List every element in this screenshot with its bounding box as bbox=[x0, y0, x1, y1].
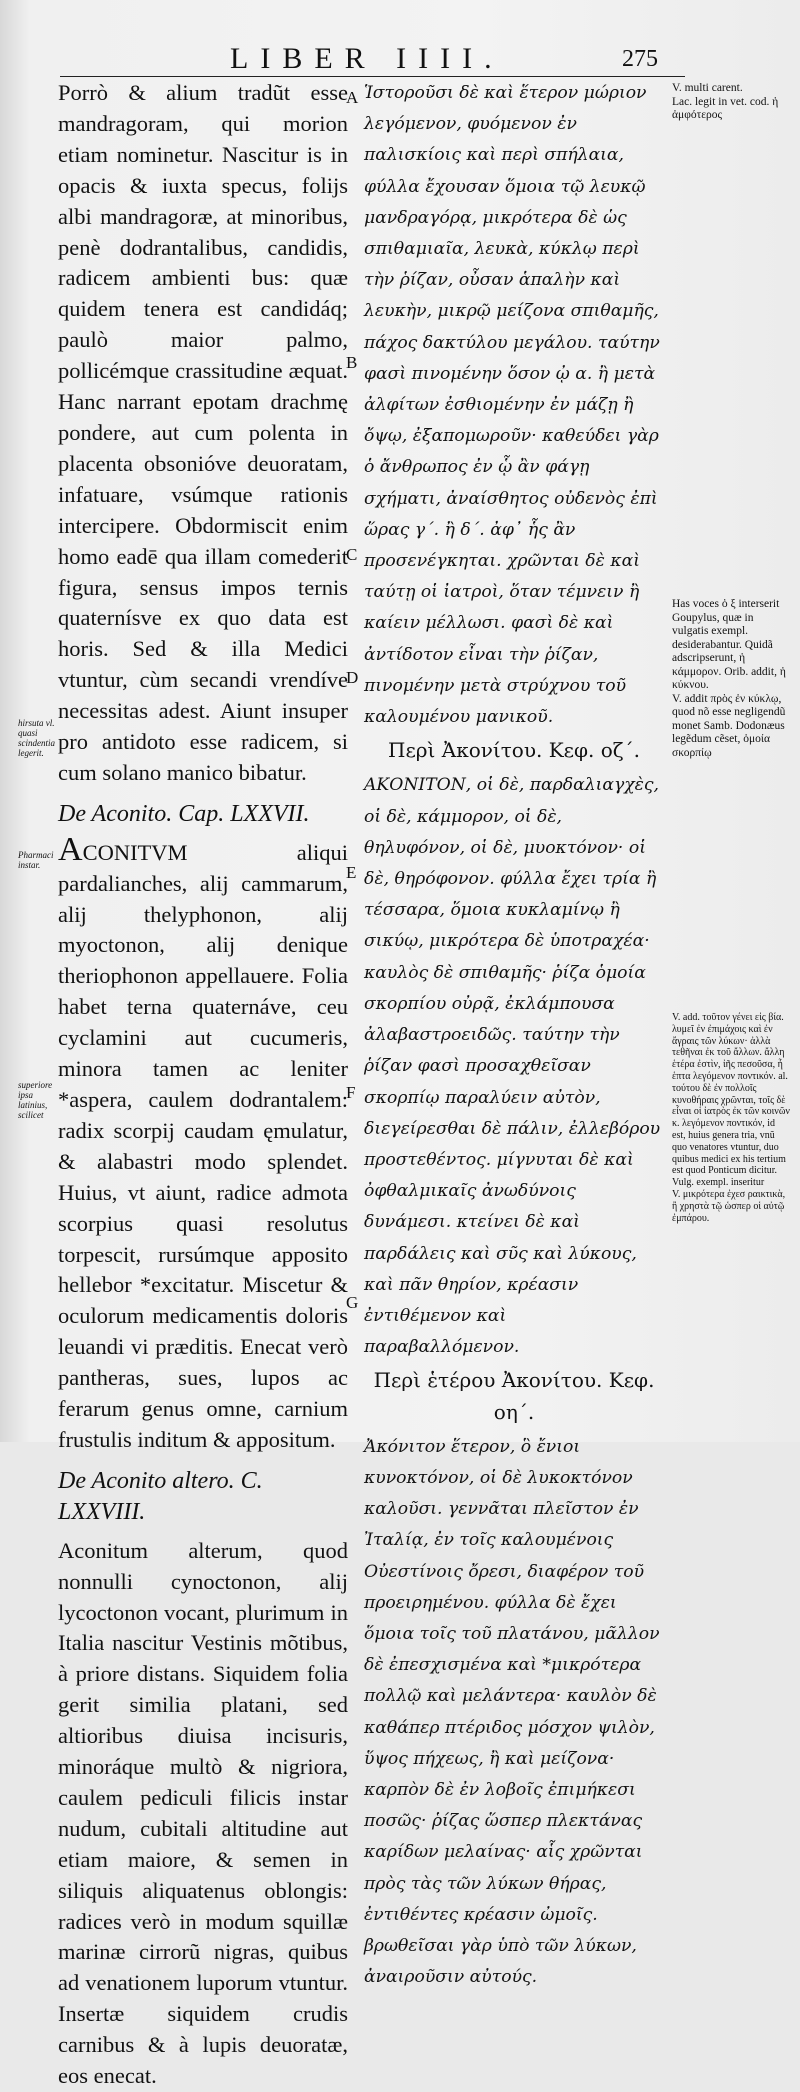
section-letter-d: D bbox=[346, 668, 359, 687]
latin-paragraph-aconite-alterum: Aconitum alterum, quod nonnulli cynoctonon, alij lycoctonon vocant, plurimum in Italia nascitur Vestinis mõtibus, à priore distans. Siquidem folia gerit similia platani, sed altioribus diuisa incisuris, minoráque multò & nigriora, caulem pediculi filicis instar nudum, cubitali altitudine aut etiam maiore, & semen in siliquis aliquatenus oblongis: radices verò in modum squillæ marinæ cirrorũ nigras, quibus ad venationem luporum vtuntur. Insertæ siquidem crudis carnibus & à lupis deuoratæ, eos enecat. bbox=[58, 1537, 348, 2089]
latin-heading-aconite-alterum: De Aconito altero. C. LXXVIII. bbox=[58, 1467, 263, 1525]
page-header bbox=[230, 38, 680, 78]
left-margin-note: hirsuta vl. quasi scindentia legerit. bbox=[18, 718, 55, 758]
running-head: LIBER IIII. bbox=[230, 42, 504, 75]
latin-paragraph-aconite bbox=[58, 830, 348, 1456]
greek-heading-aconite-other: Περὶ ἑτέρου Ἀκονίτου. Κεφ. οη΄. bbox=[373, 1368, 655, 1424]
left-margin-note: Pharmaci instar. bbox=[18, 850, 54, 870]
drop-cap: A bbox=[58, 830, 83, 868]
section-letter-e: E bbox=[346, 863, 357, 882]
greek-paragraph-aconite-other: Ἀκόνιτον ἕτερον, ὃ ἔνιοι κυνοκτόνον, οἱ δὲ λυκοκτόνον καλοῦσι. γεννᾶται πλεῖστον ἐν Ἰταλίᾳ, ἐν τοῖς καλουμένοις Οὐεστίνοις ὄρεσι, διαφέρον τοῦ προειρημένου. φύλλα δὲ ἔχει ὅμοια τοῖς τοῦ πλατάνου, μᾶλλον δὲ ἐπεσχισμένα καὶ *μικρότερα πολλῷ καὶ μελάντερα· καυλὸν δὲ καθάπερ πτέριδος μόσχον ψιλὸν, ὕψος πήχεως, ἢ καὶ μείζονα· καρπὸν δὲ ἐν λοβοῖς ἐπιμήκεσι ποσῶς· ῥίζας ὥσπερ πλεκτάνας καρίδων μελαίνας· αἷς χρῶνται πρὸς τὰς τῶν λύκων θήρας, ἐντιθέντες κρέασιν ὠμοῖς. βρωθεῖσαι γὰρ ὑπὸ τῶν λύκων, ἀναιροῦσιν αὐτούς. bbox=[364, 1436, 660, 1988]
right-margin-note: V. addit πρὸς ἐν κύκλῳ, quod nõ esse negligendũ monet Samb. Dodonæus legẽdum cẽset, ὁμοία σκορπίῳ bbox=[672, 692, 786, 759]
right-margin-notes-top bbox=[672, 82, 790, 123]
right-margin-note: Has voces ὁ ξ interserit Goupylus, quæ in vulgatis exempl. desiderabantur. Quidã adscripserunt, ἡ κάμμορον. Orib. addit, ἡ κύκνου. bbox=[672, 598, 786, 691]
right-margin-notes-middle bbox=[672, 598, 790, 760]
section-letter-g: G bbox=[346, 1293, 359, 1312]
greek-paragraph-aconite: ΑΚΟΝΙΤΟΝ, οἱ δὲ, παρδαλιαγχὲς, οἱ δὲ, κάμμορον, οἱ δὲ, θηλυφόνον, οἱ δὲ, μυοκτόνον· οἱ δὲ, θηρόφονον. φύλλα ἔχει τρία ἢ τέσσαρα, ὅμοια κυκλαμίνῳ ἢ σικύῳ, μικρότερα δὲ ὑποτραχέα· καυλὸς δὲ σπιθαμῆς· ῥίζα ὁμοία σκορπίου οὐρᾷ, ἐκλάμπουσα ἀλαβαστροειδῶς. ταύτην τὴν ῥίζαν φασὶ προσαχθεῖσαν σκορπίῳ παραλύειν αὐτὸν, διεγείρεσθαι δὲ πάλιν, ἐλλεβόρου προστεθέντος. μίγνυται δὲ καὶ ὀφθαλμικαῖς ἀνωδύνοις δυνάμεσι. κτείνει δὲ καὶ παρδάλεις καὶ σῦς καὶ λύκους, καὶ πᾶν θηρίον, κρέασιν ἐντιθέμενον καὶ παραβαλλόμενον. bbox=[364, 775, 661, 1358]
section-letter-a: A bbox=[346, 88, 359, 107]
right-margin-note: V. μικρότερα ἐχεσ ραικτικὰ, ἢ χρηστὰ τῷ ὡσπερ οἱ αὐτῷ ἐμπάρου. bbox=[672, 1188, 786, 1224]
right-margin-note: V. multi carent. bbox=[672, 82, 743, 94]
section-letter-c: C bbox=[346, 545, 358, 564]
left-margin-note: superiore ipsa latinius, scilicet bbox=[18, 1080, 53, 1120]
latin-paragraph-aconite-text: CONITVM aliqui pardalianches, alij cammarum, alij thelyphonon, alij myoctonon, alij denique theriophonon appellauere. Folia habet terna quaternáve, ceu cyclamini aut cucumeris, minora tamen ac leniter *aspera, caulem dodrantalem: radix scorpij caudam ęmulatur, & alabastri modo splendet. Huius, vt aiunt, radice admota scorpius quasi resolutus torpescit, rursúmque apposito hellebor *excitatur. Miscetur & oculorum medicamentis doloris leuandi vi præditis. Enecat verò pantheras, sues, lupos ac ferarum genus omne, carnium frustulis inditum & appositum. bbox=[58, 839, 348, 1452]
right-margin-notes-bottom bbox=[672, 1012, 790, 1224]
right-margin-note: Lac. legit in vet. cod. ἡ ἀμφότερος bbox=[672, 95, 779, 121]
latin-heading-aconite: De Aconito. Cap. LXXVII. bbox=[58, 800, 310, 827]
section-letter-f: F bbox=[346, 1083, 356, 1102]
right-margin-note: Vulg. exempl. inseritur bbox=[672, 1177, 765, 1189]
greek-column bbox=[364, 78, 664, 1993]
page-number: 275 bbox=[622, 46, 658, 72]
greek-heading-aconite: Περὶ Ἀκονίτου. Κεφ. οζ΄. bbox=[388, 738, 640, 763]
latin-paragraph-mandragora: Porrò & alium tradũt esse mandragoram, qui morion etiam nominetur. Nascitur is in opacis & iuxta specus, folijs albi mandragoræ, at minoribus, penè dodrantalibus, candidis, radicem ambienti bus: quæ quidem tenera est candidáq; paulò maior palmo, pollicémque crassitudine æquat. Hanc narrant epotam drachmę pondere, aut cum polenta in placenta obsonióve deuoratam, infatuare, vsúmque rationis intercipere. Obdormiscit enim homo eadē qua illam comederit figura, sensus impos ternis quaternísve ex quo data est horis. Sed & illa Medici vtuntur, cùm secandi vrendíve necessitas adest. Aiunt insuper pro antidoto esse radicem, si cum solano manico bibatur. bbox=[58, 80, 348, 785]
right-margin-note: V. add. τοῦτον γένει εἰς βία. λυμεῖ ἐν ἐπιμάχοις καὶ ἐν ἄγραις τῶν λύκων· ἀλλὰ τεθῆναι ἐκ τοῦ ἄλλων. ἄλλη ἑτέρα ἐστὶν, ἰῆς πεσοῦσα, ἦ ἑπτα λεγόμενον ποντικόν. al. τούτου δὲ ἐν πολλοῖς κυνοθήραις χρῶνται, τοῖς δὲ εἶναι οἱ ἰατρὸς ἐκ τῶν κοινῶν κ. λεγόμενον ποντικόν, id est, huius genera tria, vnũ quo venatores vtuntur, duo quibus medici ex his tertium est quod Ponticum dicitur. bbox=[672, 1012, 790, 1177]
latin-column bbox=[58, 78, 348, 2092]
section-letter-b: B bbox=[346, 353, 358, 372]
greek-paragraph-morion: Ἱστοροῦσι δὲ καὶ ἕτερον μώριον λεγόμενον, φυόμενον ἐν παλισκίοις καὶ περὶ σπήλαια, φύλλα ἔχουσαν ὅμοια τῷ λευκῷ μανδραγόρᾳ, μικρότερα δὲ ὡς σπιθαμιαῖα, λευκὰ, κύκλῳ περὶ τὴν ῥίζαν, οὖσαν ἁπαλὴν καὶ λευκὴν, μικρῷ μείζονα σπιθαμῆς, πάχος δακτύλου μεγάλου. ταύτην φασὶ πινομένην ὅσον ᾠ α. ἢ μετὰ ἀλφίτων ἐσθιομένην ἐν μάζῃ ἢ ὄψῳ, ἐξαπομωροῦν· καθεύδει γὰρ ὁ ἄνθρωπος ἐν ᾧ ἂν φάγῃ σχήματι, ἀναίσθητος οὐδενὸς ἐπὶ ὥρας γ΄. ἢ δ΄. ἀφ᾽ ἧς ἂν προσενέγκηται. χρῶνται δὲ καὶ ταύτῃ οἱ ἰατροὶ, ὅταν τέμνειν ἢ καίειν μέλλωσι. φασὶ δὲ καὶ ἀντίδοτον εἶναι τὴν ῥίζαν, πινομένην μετὰ στρύχνου τοῦ καλουμένου μανικοῦ. bbox=[364, 83, 660, 728]
header-rule bbox=[60, 76, 685, 77]
